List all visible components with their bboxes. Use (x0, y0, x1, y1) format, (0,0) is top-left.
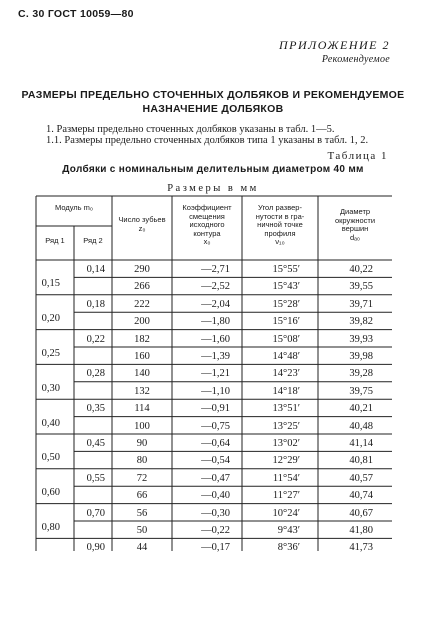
cell-shift: —0,91 (201, 403, 230, 415)
cell-angle: 12°29′ (272, 455, 300, 467)
cell-row2: 0,22 (86, 333, 105, 345)
cell-angle: 8°36′ (277, 542, 300, 554)
cell-diameter: 41,14 (349, 438, 373, 449)
paragraph-1-1: 1.1. Размеры предельно сточенных долбяков типа 1 указаны в табл. 1, 2. (46, 135, 369, 146)
cell-diameter: 41,80 (349, 525, 373, 536)
cell-angle: 15°08′ (272, 333, 300, 345)
cell-angle: 15°28′ (272, 298, 300, 310)
column-header-diameter: Диаметр окружности вершин dₐ₀ (334, 207, 376, 242)
cell-angle: 14°48′ (272, 351, 300, 362)
cell-angle: 10°24′ (272, 507, 300, 519)
cell-angle: 14°23′ (272, 368, 300, 380)
cell-diameter: 39,75 (349, 385, 373, 397)
column-header-shift: Коэффициент смещения исходного контура x₀ (182, 203, 232, 246)
cell-teeth: 44 (136, 542, 148, 554)
column-header-module: Модуль m₀ (54, 203, 94, 212)
cell-shift: —1,39 (201, 351, 230, 362)
cell-row1: 0,30 (41, 382, 60, 394)
cell-angle: 13°25′ (272, 420, 300, 432)
cell-shift: —1,60 (201, 333, 230, 345)
column-header-row1: Ряд 1 (45, 236, 65, 245)
cell-shift: —1,10 (201, 385, 230, 397)
cell-row2: 0,70 (86, 507, 105, 519)
cell-row1: 0,15 (41, 278, 60, 290)
cell-diameter: 40,48 (349, 420, 373, 432)
cell-angle: 9°43′ (277, 525, 300, 536)
cell-shift: —0,47 (201, 472, 230, 484)
cell-shift: —0,22 (201, 525, 230, 536)
cell-teeth: 90 (136, 438, 148, 449)
cell-diameter: 40,57 (349, 472, 373, 484)
cell-teeth: 66 (136, 490, 148, 502)
cell-shift: —0,54 (201, 455, 230, 467)
cell-row2: 0,45 (86, 438, 105, 449)
units-caption: Размеры в мм (167, 183, 259, 194)
cell-diameter: 39,82 (349, 316, 373, 328)
cell-teeth: 290 (134, 264, 150, 275)
table-label: Таблица 1 (327, 150, 388, 162)
cell-teeth: 160 (134, 351, 150, 362)
cell-angle: 13°51′ (272, 403, 300, 415)
cell-teeth: 266 (134, 281, 150, 293)
table-title: Долбяки с номинальным делительным диаметром 40 мм (62, 164, 364, 175)
cell-angle: 15°43′ (272, 281, 300, 293)
cell-shift: —0,30 (201, 507, 230, 519)
column-header-teeth: Число зубьев z₀ (118, 215, 166, 233)
cell-shift: —0,64 (201, 438, 230, 449)
cell-angle: 14°18′ (272, 385, 300, 397)
cell-diameter: 39,98 (349, 351, 373, 362)
cell-diameter: 39,71 (349, 298, 373, 310)
cell-row1: 0,20 (41, 313, 60, 325)
cell-teeth: 222 (134, 298, 150, 310)
cell-diameter: 40,74 (349, 490, 373, 502)
cell-row2: 0,55 (86, 472, 105, 484)
cell-teeth: 72 (136, 472, 148, 484)
cell-diameter: 40,67 (349, 507, 373, 519)
cell-shift: —0,40 (201, 490, 230, 502)
cell-diameter: 39,93 (349, 333, 373, 345)
cell-row2: 0,28 (86, 368, 105, 380)
cell-angle: 15°55′ (272, 264, 300, 275)
cell-angle: 11°27′ (272, 490, 300, 502)
paragraph-1: 1. Размеры предельно сточенных долбяков указаны в табл. 1—5. (46, 124, 335, 135)
document-title-line2: НАЗНАЧЕНИЕ ДОЛБЯКОВ (142, 103, 284, 115)
cell-shift: —1,80 (201, 316, 230, 328)
cell-row1: 0,80 (41, 522, 60, 533)
cell-angle: 15°16′ (272, 316, 300, 328)
cell-teeth: 114 (134, 403, 150, 415)
cell-diameter: 39,28 (349, 368, 373, 380)
document-title-line1: РАЗМЕРЫ ПРЕДЕЛЬНО СТОЧЕННЫХ ДОЛБЯКОВ И РЕКОМЕНДУЕМОЕ (21, 89, 405, 101)
cell-diameter: 40,81 (349, 455, 373, 467)
cell-row1: 0,25 (41, 348, 60, 359)
cell-shift: —2,71 (201, 264, 230, 275)
cell-shift: —2,52 (201, 281, 230, 293)
cell-diameter: 39,55 (349, 281, 373, 293)
cell-teeth: 182 (134, 333, 150, 345)
appendix-note: Рекомендуемое (321, 54, 390, 65)
cell-teeth: 140 (134, 368, 150, 380)
cell-shift: —2,04 (201, 298, 230, 310)
column-header-angle: Угол развер- нутости в гра- ничной точке профиля ν₁₀ (255, 203, 305, 246)
cell-row2: 0,35 (86, 403, 105, 415)
cell-row1: 0,40 (41, 417, 60, 429)
cell-row2: 0,18 (86, 298, 105, 310)
cell-teeth: 132 (134, 385, 150, 397)
cell-shift: —0,17 (201, 542, 230, 554)
cell-row1: 0,60 (41, 487, 60, 499)
cell-row2: 0,90 (86, 542, 105, 554)
cell-diameter: 41,73 (349, 542, 373, 554)
cell-diameter: 40,22 (349, 264, 373, 275)
cell-teeth: 50 (136, 525, 148, 536)
cell-angle: 11°54′ (272, 472, 300, 484)
cell-teeth: 56 (136, 507, 148, 519)
cell-shift: —1,21 (201, 368, 230, 380)
cell-teeth: 100 (134, 420, 150, 432)
cell-diameter: 40,21 (349, 403, 373, 415)
cell-angle: 13°02′ (272, 438, 300, 449)
page-header: С. 30 ГОСТ 10059—80 (18, 8, 134, 20)
cell-teeth: 80 (136, 455, 148, 467)
cell-shift: —0,75 (201, 420, 230, 432)
cell-row1: 0,50 (41, 452, 60, 464)
cell-row2: 0,14 (86, 264, 105, 275)
appendix-label: ПРИЛОЖЕНИЕ 2 (279, 38, 390, 52)
cell-teeth: 200 (134, 316, 150, 328)
column-header-row2: Ряд 2 (83, 236, 103, 245)
